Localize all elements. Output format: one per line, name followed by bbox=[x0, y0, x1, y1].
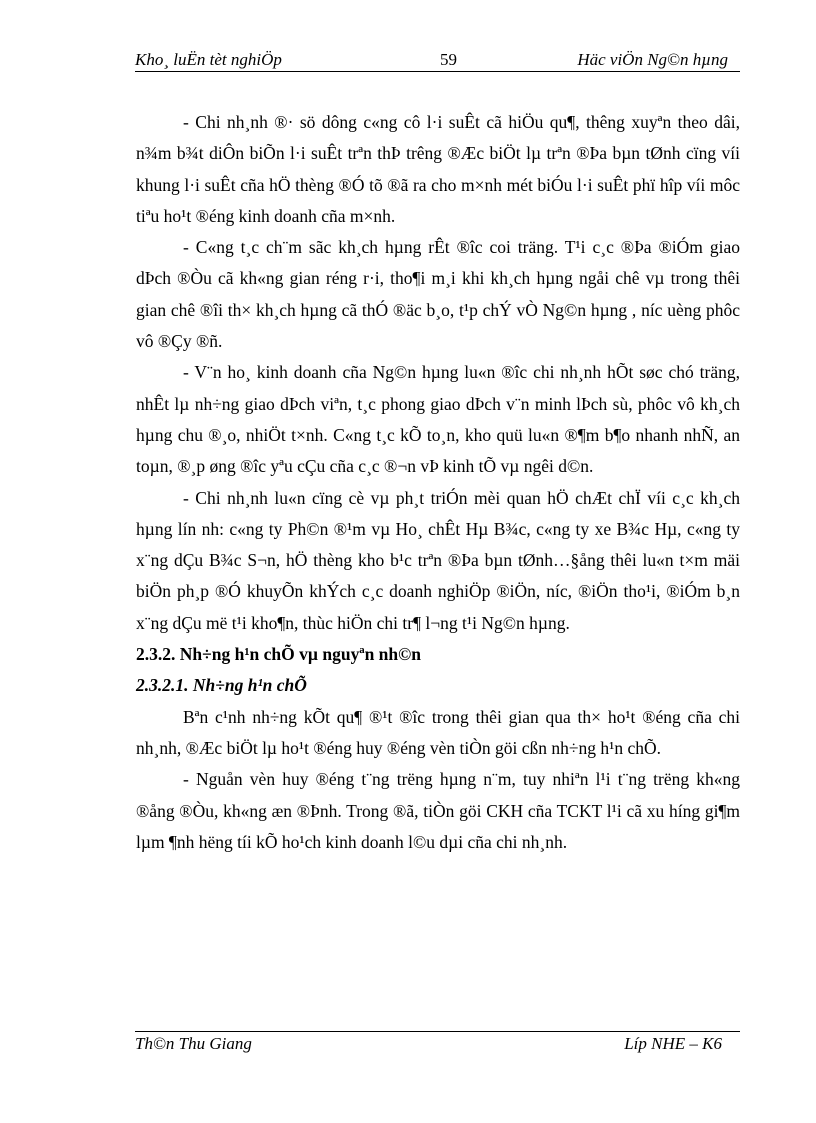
header-thesis-title: Kho¸ luËn tèt nghiÖp bbox=[135, 50, 282, 69]
footer-rule bbox=[135, 1031, 740, 1032]
paragraph-major-customers: - Chi nh¸nh lu«n cïng cè vµ ph¸t triÓn mèi quan hÖ chÆt chÏ víi c¸c kh¸ch hµng lín nh: c«ng ty Ph©n ®¹m vµ Ho¸ chÊt Hµ B¾c, c«ng ty xe B¾c Hµ, c«ng ty x¨ng dÇu B¾c S¬n, hÖ thèng kho b¹c trªn ®Þa bµn tØnh…§ång thêi lu«n t×m mäi biÖn ph¸p ®Ó khuyÕn khÝch c¸c doanh nghiÖp ®iÖn, níc, ®iÖn tho¹i, ®iÓm b¸n x¨ng dÇu më t¹i kho¶n, thùc hiÖn chi tr¶ l¬ng t¹i Ng©n hµng. bbox=[136, 487, 740, 633]
subsection-heading: 2.3.2.1. Nh÷ng h¹n chÕ bbox=[136, 675, 307, 696]
document-body bbox=[136, 107, 740, 858]
header-institution: Häc viÖn Ng©n hµng bbox=[577, 50, 728, 69]
paragraph-business-culture: - V¨n ho¸ kinh doanh cña Ng©n hµng lu«n ®îc chi nh¸nh hÕt søc chó träng, nhÊt lµ nh÷ng giao dÞch viªn, t¸c phong giao dÞch v¨n minh lÞch sù, phôc vô kh¸ch hµng chu ®¸o, nhiÖt t×nh. C«ng t¸c kÕ to¸n, kho quü lu«n ®¶m b¶o nhanh nhÑ, an toµn, ®¸p øng ®îc yªu cÇu cña c¸c ®¬n vÞ kinh tÕ vµ ngêi d©n. bbox=[136, 362, 740, 477]
paragraph-customer-care: - C«ng t¸c ch¨m sãc kh¸ch hµng rÊt ®îc coi träng. T¹i c¸c ®Þa ®iÓm giao dÞch ®Òu cã kh«ng gian réng r·i, tho¶i m¸i khi kh¸ch hµng ngåi chê vµ trong thêi gian chê ®îi th× kh¸ch hµng cã thÓ ®äc b¸o, t¹p chÝ vÒ Ng©n hµng , níc uèng phôc vô ®Çy ®ñ. bbox=[136, 237, 740, 352]
page-number: 59 bbox=[440, 50, 457, 69]
section-heading: 2.3.2. Nh÷ng h¹n chÕ vµ nguyªn nh©n bbox=[136, 644, 421, 665]
footer-class: Líp NHE – K6 bbox=[624, 1034, 722, 1053]
page-header bbox=[135, 50, 740, 72]
header-rule bbox=[135, 71, 740, 72]
paragraph-interest-rate: - Chi nh¸nh ®· sö dông c«ng cô l·i suÊt cã hiÖu qu¶, thêng xuyªn theo dâi, n¾m b¾t diÔn biÕn l·i suÊt trªn thÞ trêng ®Æc biÖt lµ trªn ®Þa bµn tØnh cïng víi khung l·i suÊt cña hÖ thèng ®Ó tõ ®ã ra cho m×nh mét biÓu l·i suÊt phï hîp víi môc tiªu ho¹t ®éng kinh doanh cña m×nh. bbox=[136, 112, 740, 226]
paragraph-capital-growth: - Nguån vèn huy ®éng t¨ng trëng hµng n¨m, tuy nhiªn l¹i t¨ng trëng kh«ng ®ång ®Òu, kh«ng æn ®Þnh. Trong ®ã, tiÒn göi CKH cña TCKT l¹i cã xu híng gi¶m lµm ¶nh hëng tíi kÕ ho¹ch kinh doanh l©u dµi cña chi nh¸nh. bbox=[136, 769, 740, 852]
paragraph-limitations-intro: Bªn c¹nh nh÷ng kÕt qu¶ ®¹t ®îc trong thêi gian qua th× ho¹t ®éng cña chi nh¸nh, ®Æc biÖt lµ ho¹t ®éng huy ®éng vèn tiÒn göi cßn nh÷ng h¹n chÕ. bbox=[136, 706, 740, 758]
page-footer bbox=[135, 1034, 740, 1058]
footer-author: Th©n Thu Giang bbox=[135, 1034, 252, 1053]
